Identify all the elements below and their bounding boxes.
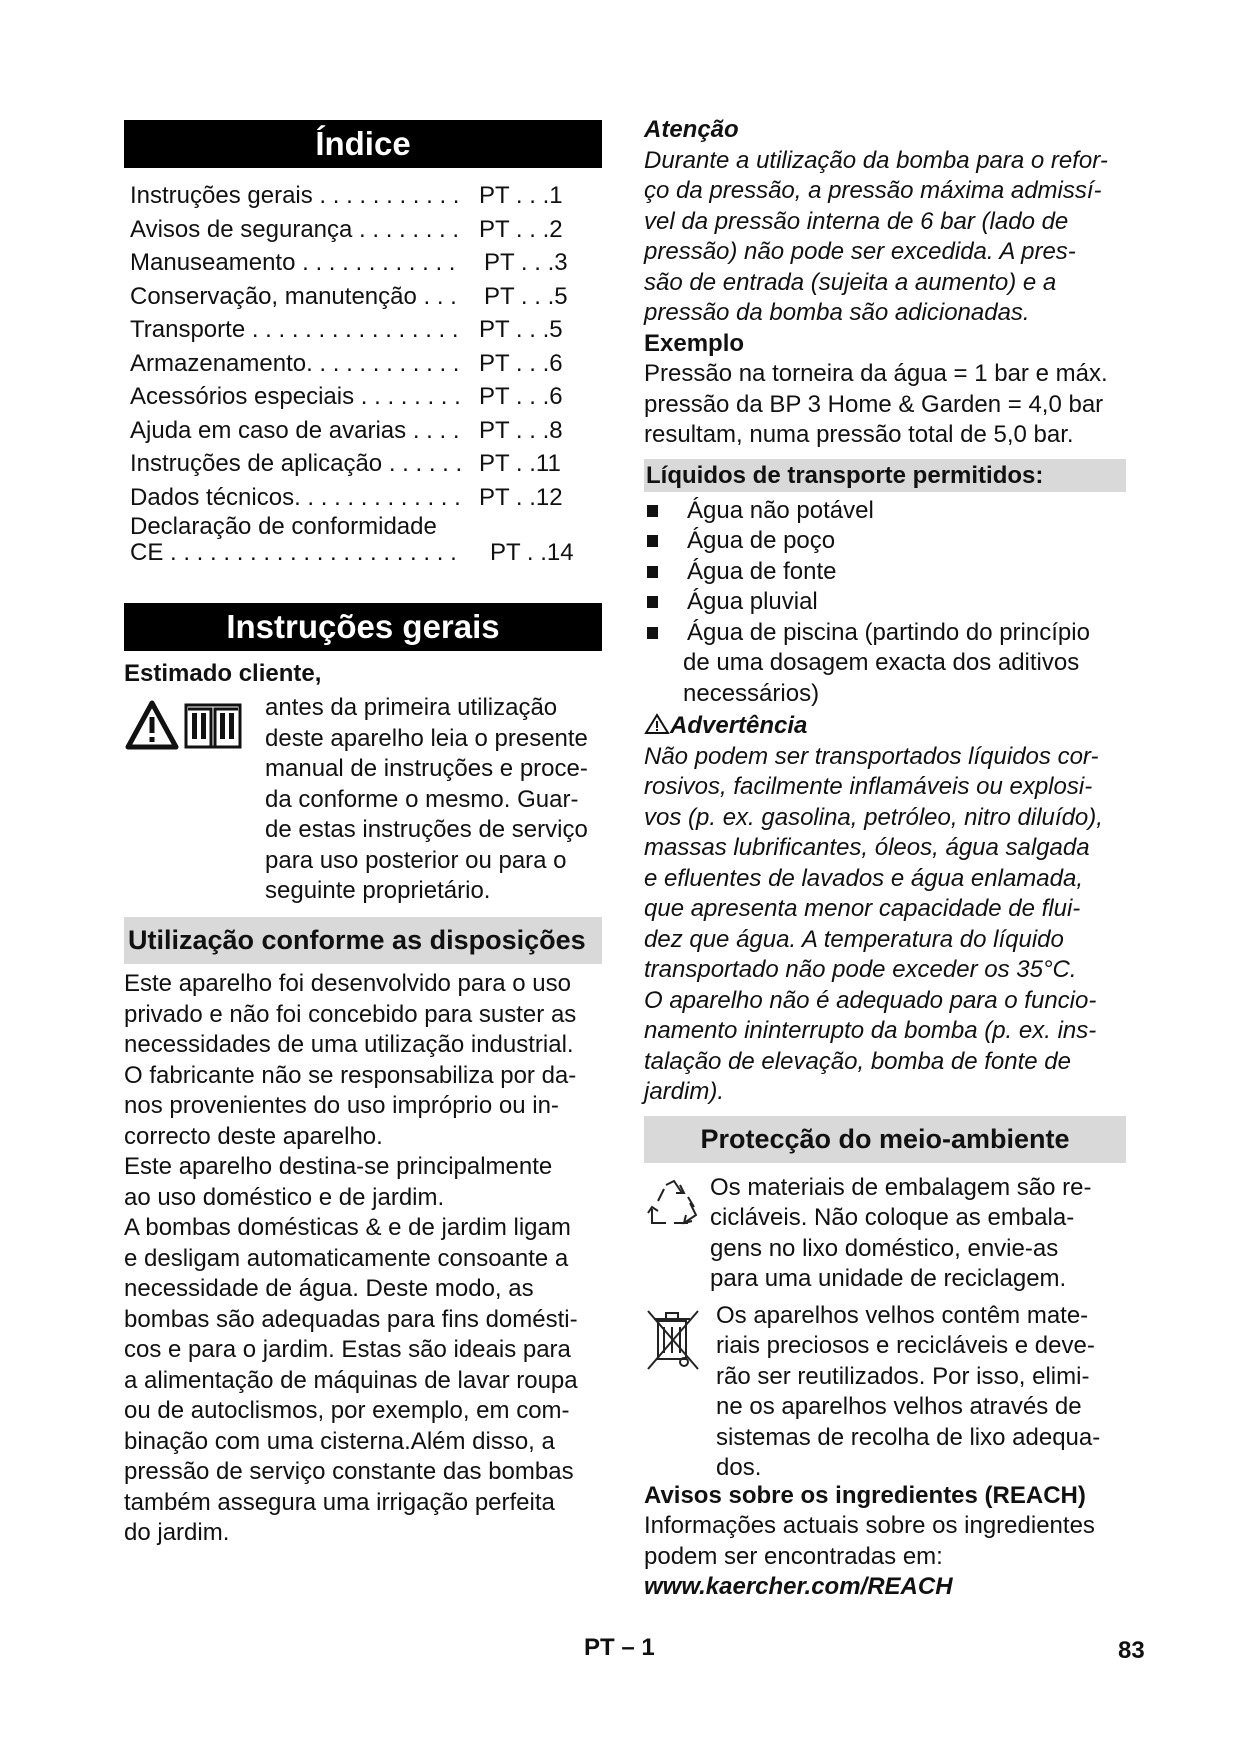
intro-block — [124, 693, 602, 909]
toc-row[interactable]: Acessórios especiais . . . . . . . . PT . . .6 — [130, 383, 563, 410]
manual-book-icon — [186, 705, 240, 747]
recycle-icon — [644, 1177, 702, 1231]
toc-row[interactable]: Ajuda em caso de avarias . . . . PT . . .8 — [130, 416, 563, 444]
intended-use-heading: Utilização conforme as disposições — [124, 917, 602, 964]
footer-section-page: PT – 1 — [584, 1634, 655, 1661]
intended-use-text: Este aparelho foi desenvolvido para o uso privado e não foi concebido para suster as necessidades de uma utilização industrial. O fabricante não se responsabiliza por da- nos provenientes do uso impróprio ou in- correcto deste aparelho. Este aparelho destina-se principalmente ao uso doméstico e de jardim. A bombas domésticas & e de jardim ligam e desligam automaticamente consoante a necessidade de água. Deste modo, as bombas são adequadas para fins domésti- cos e para o jardim. Estas são ideais para a alimentação de máquinas de lavar roupa ou de autoclismos, por exemplo, em com- binação com uma cisterna.Além disso, a pressão de serviço constante das bombas também assegura uma irrigação perfeita do jardim. — [124, 970, 578, 1546]
toc-row[interactable]: Conservação, manutenção . . . PT . . .5 — [130, 282, 568, 310]
attention-block: Atenção Durante a utilização da bomba para o refor- ço da pressão, a pressão máxima admissí- vel da pressão interna de 6 bar (lado de pressão) não pode ser excedida. A pres- são de entrada (sujeita a aumento) e a pressão da bomba são adicionadas. — [644, 115, 1126, 329]
recycle-block — [644, 1173, 1126, 1301]
list-item: Água pluvial — [644, 587, 1126, 618]
footer-page-number: 83 — [1118, 1637, 1145, 1664]
crossed-bin-icon — [644, 1307, 702, 1373]
recycle-text: Os materiais de embalagem são re- cicláveis. Não coloque as embala- gens no lixo doméstico, envie-as para uma unidade de reciclagem. — [710, 1173, 1092, 1292]
toc-row[interactable]: Avisos de segurança . . . . . . . . PT . . .2 — [130, 215, 563, 243]
warning-title: Advertência — [644, 711, 1126, 742]
environment-heading: Protecção do meio-ambiente — [644, 1116, 1126, 1163]
reach-link[interactable]: www.kaercher.com/REACH — [644, 1573, 953, 1600]
list-item: Água de piscina (partindo do princípio de uma dosagem exacta dos aditivos necessários) — [644, 618, 1126, 710]
old-devices-block — [644, 1301, 1126, 1487]
example-block: Exemplo Pressão na torneira da água = 1 bar e máx. pressão da BP 3 Home & Garden = 4,0 bar resultam, numa pressão total de 5,0 bar. — [644, 329, 1126, 451]
toc-row[interactable]: Armazenamento. . . . . . . . . . . . PT . . .6 — [130, 349, 563, 377]
list-item: Água não potável — [644, 496, 1126, 527]
toc-row[interactable]: Declaração de conformidade CE . . . . . . . . . . . . . . . . . . . . . . PT . .14 — [130, 513, 574, 566]
intro-text: antes da primeira utilização deste aparelho leia o presente manual de instruções e proce- da conforme o mesmo. Guar- de estas instruções de serviço para uso posterior ou para o seguinte proprietário. — [265, 694, 588, 904]
old-devices-text: Os aparelhos velhos contêm mate- riais preciosos e recicláveis e deve- rão ser reutilizados. Por isso, elimi- ne os aparelhos velhos através de sistemas de recolha de lixo adequa- dos. — [716, 1301, 1101, 1481]
greeting: Estimado cliente, — [124, 660, 322, 687]
toc-row[interactable]: Instruções de aplicação . . . . . . PT . .11 — [130, 450, 561, 477]
example-title: Exemplo — [644, 329, 745, 357]
list-item: Água de fonte — [644, 557, 1126, 588]
left-column — [124, 120, 602, 1549]
table-of-contents — [124, 179, 602, 566]
toc-row[interactable]: Transporte . . . . . . . . . . . . . . . . PT . . .5 — [130, 316, 563, 343]
list-item: Água de poço — [644, 526, 1126, 557]
warning-manual-icons — [124, 699, 244, 755]
attention-title: Atenção — [644, 116, 739, 143]
general-instructions-heading: Instruções gerais — [124, 603, 602, 651]
toc-row[interactable]: Instruções gerais . . . . . . . . . . . PT . . .1 — [130, 182, 563, 209]
liquids-list — [644, 496, 1126, 710]
warning-triangle-icon — [128, 703, 176, 747]
reach-title: Avisos sobre os ingredientes (REACH) — [644, 1481, 1086, 1509]
warning-triangle-icon — [644, 713, 670, 735]
intro-icons — [124, 699, 244, 760]
right-column — [644, 115, 1126, 1603]
toc-row[interactable]: Dados técnicos. . . . . . . . . . . . . PT . .12 — [130, 483, 563, 511]
toc-row[interactable]: Manuseamento . . . . . . . . . . . . PT . . .3 — [130, 249, 568, 276]
reach-block: Avisos sobre os ingredientes (REACH) Informações actuais sobre os ingredientes podem ser encontradas em: www.kaercher.com/REACH — [644, 1481, 1126, 1603]
toc-heading: Índice — [124, 120, 602, 168]
liquids-heading: Líquidos de transporte permitidos: — [644, 459, 1126, 492]
warning-block: Advertência Não podem ser transportados líquidos cor- rosivos, facilmente inflamáveis ou explosi- vos (p. ex. gasolina, petróleo, nitro diluído), massas lubrificantes, óleos, água salgada e efluentes de lavados e água enlamada, que apresenta menor capacidade de flui- dez que água. A temperatura do líquido transportado não pode exceder os 35°C. O aparelho não é adequado para o funcio- namento ininterrupto da bomba (p. ex. ins- talação de elevação, bomba de fonte de jardim). — [644, 711, 1126, 1108]
